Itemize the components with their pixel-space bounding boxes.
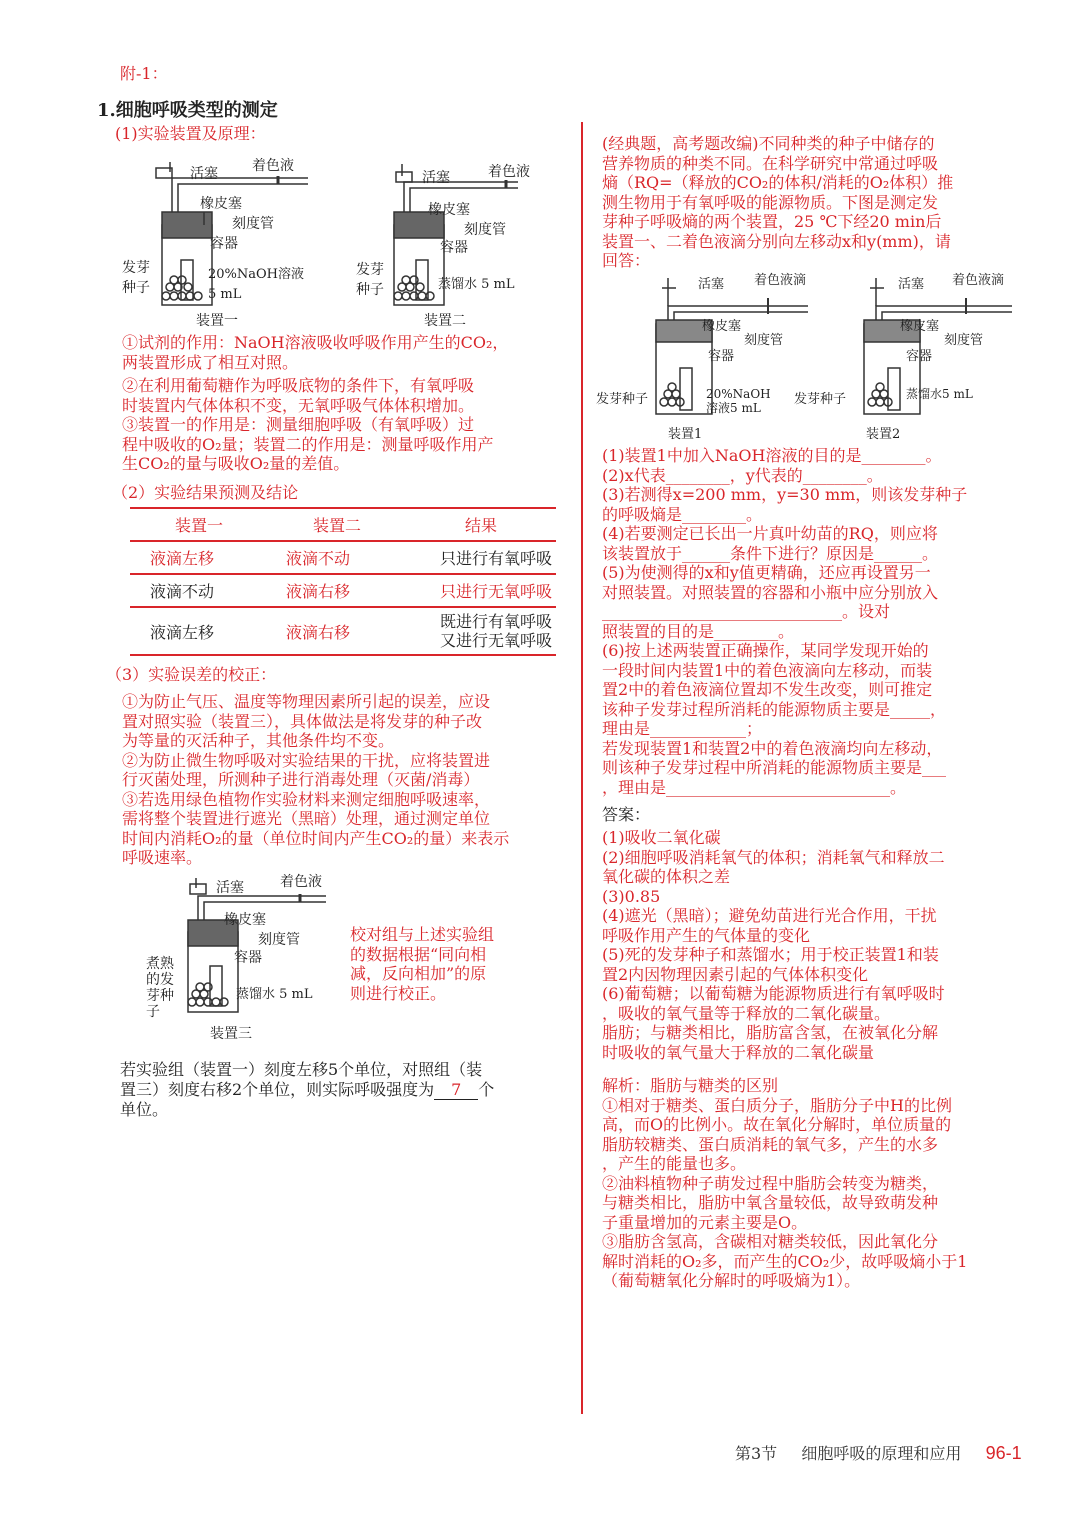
label-stopcock-2: 活塞	[422, 170, 450, 186]
question-line: (4)若要测定已长出一片真叶幼苗的RQ，则应将	[602, 524, 938, 543]
note-line: 的数据根据“同向相	[350, 944, 487, 964]
analysis-line: ③脂肪含氢高，含碳相对糖类较低，因此氧化分	[602, 1232, 939, 1251]
label-container-2: 容器	[440, 240, 468, 256]
calc-answer: 7	[434, 1080, 478, 1101]
principle-2-line-1: ②在利用葡萄糖作为呼吸底物的条件下，有氧呼吸	[122, 376, 475, 395]
principle-1-line-1: ①试剂的作用：NaOH溶液吸收呼吸作用产生的CO₂，	[122, 333, 509, 352]
principle-3-line-3: 生CO₂的量与吸收O₂量的差值。	[122, 454, 350, 473]
correction-1-line-3: 为等量的灭活种子，其他条件均不变。	[122, 731, 395, 750]
table-cell: 只进行无氧呼吸	[406, 574, 556, 607]
question-line: 则该种子发芽过程中所消耗的能源物质主要是___	[602, 758, 947, 777]
label-water-3: 蒸馏水 5 mL	[236, 987, 313, 1002]
label-boiled-2: 的发	[146, 972, 174, 988]
analysis-line: ②油料植物种子萌发过程中脂肪会转变为糖类，	[602, 1173, 939, 1193]
intro-line: 芽种子呼吸熵的两个装置，25 ℃下经20 min后	[602, 212, 942, 231]
label-scale-1: 刻度管	[232, 216, 274, 232]
answers	[602, 828, 1022, 1062]
footer	[735, 1441, 1022, 1464]
question-line: ______________________________。设对	[602, 602, 891, 621]
analysis-line: 子重量增加的元素主要是O。	[602, 1212, 808, 1232]
principle-2-line-2: 时装置内气体体积不变，无氧呼吸气体体积增加。	[122, 395, 475, 415]
question-line: 的呼吸熵是________。	[602, 504, 763, 524]
table-cell: 只进行有氧呼吸	[406, 541, 556, 574]
r-label-stopper-1: 橡皮塞	[702, 319, 742, 334]
note-line: 则进行校正。	[350, 983, 447, 1003]
table-header: 装置二	[268, 508, 406, 541]
answer-line: (1)吸收二氧化碳	[602, 828, 721, 847]
header-tag: 附-1：	[120, 64, 168, 83]
correction-3-line-2: 需将整个装置进行遮光（黑暗）处理，通过测定单位	[122, 809, 491, 828]
r-label-device-1: 装置1	[668, 427, 703, 442]
apparatus-diagram-3	[140, 870, 340, 1045]
label-seeds-1a: 发芽	[122, 260, 150, 276]
r-label-naoh-1b: 溶液5 mL	[706, 401, 761, 415]
answer-line: (5)死的发芽种子和蒸馏水；用于校正装置1和装	[602, 945, 939, 964]
label-seeds-2a: 发芽	[356, 262, 384, 278]
r-label-stopcock-1: 活塞	[698, 277, 725, 292]
label-device-1: 装置一	[196, 313, 238, 329]
note-line: 校对组与上述实验组	[350, 925, 495, 944]
table-cell-line: 又进行无氧呼吸	[439, 631, 552, 650]
section-title: 1.细胞呼吸类型的测定	[97, 100, 278, 121]
label-stopper-2: 橡皮塞	[428, 202, 470, 218]
footer-section: 第3节	[735, 1444, 778, 1463]
answer-line: 置2内因物理因素引起的气体体积变化	[602, 964, 869, 984]
analysis-line: 高，而O的比例小。故在氧化分解时，单位质量的	[602, 1115, 952, 1134]
analysis-line: ①相对于糖类、蛋白质分子，脂肪分子中H的比例	[602, 1095, 952, 1115]
label-stopcock-3: 活塞	[216, 880, 244, 896]
calc-line: 若实验组（装置一）刻度左移5个单位，对照组（装	[120, 1060, 483, 1079]
label-dye-2: 着色液	[488, 164, 530, 180]
intro-line: (经典题，高考题改编)不同种类的种子中储存的	[602, 134, 935, 153]
question-line: 照装置的目的是________。	[602, 621, 795, 641]
analysis-line: （葡萄糖氧化分解时的呼吸熵为1）。	[602, 1271, 861, 1290]
correction-2-line-1: ②为防止微生物呼吸对实验结果的干扰，应将装置进	[122, 750, 491, 770]
r-label-seeds-1: 发芽种子	[596, 392, 649, 407]
page-number: 96-1	[985, 1443, 1022, 1463]
question-line: (3)若测得x=200 mm，y=30 mm，则该发芽种子	[602, 485, 968, 504]
label-container-3: 容器	[234, 950, 262, 966]
label-scale-2: 刻度管	[464, 222, 506, 238]
answer-line: (3)0.85	[602, 886, 661, 906]
table-cell-line: 既进行有氧呼吸	[439, 612, 552, 631]
principle-3-line-2: 程中吸收的O₂量；装置二的作用是：测量呼吸作用产	[122, 434, 494, 454]
answer-line: 时吸收的氧气量大于释放的二氧化碳量	[602, 1042, 875, 1062]
label-dye-3: 着色液	[280, 874, 322, 890]
answer-line: 呼吸作用产生的气体量的变化	[602, 925, 811, 945]
label-device-2: 装置二	[424, 313, 466, 329]
label-naoh-1b: 5 mL	[208, 287, 242, 302]
label-boiled-4: 子	[146, 1004, 160, 1020]
question-line: 该装置放于______条件下进行？原因是______。	[602, 543, 939, 563]
label-naoh-1a: 20%NaOH溶液	[208, 267, 305, 282]
table-cell: 液滴左移	[130, 607, 268, 655]
correction-1-line-2: 置对照实验（装置三），具体做法是将发芽的种子改	[122, 711, 483, 731]
r-label-container-2: 容器	[906, 349, 933, 364]
r-label-naoh-1a: 20%NaOH	[706, 387, 771, 401]
subsection-3: （3）实验误差的校正：	[106, 665, 277, 684]
intro-line: 测生物用于有氧呼吸的能源物质。下图是测定发	[602, 192, 939, 212]
answer-line: 氧化碳的体积之差	[602, 867, 731, 886]
label-boiled-1: 煮熟	[146, 956, 174, 972]
label-boiled-3: 芽种	[146, 988, 174, 1004]
note-line: 减，反向相加”的原	[350, 964, 487, 983]
label-stopper-3: 橡皮塞	[224, 912, 266, 928]
question-line: ，理由是____________________________。	[602, 777, 907, 797]
questions	[602, 446, 1022, 797]
answer-title: 答案：	[602, 805, 651, 824]
footer-title: 细胞呼吸的原理和应用	[801, 1444, 962, 1463]
label-device-3: 装置三	[210, 1026, 252, 1042]
result-table	[130, 507, 556, 656]
question-line: (6)按上述两装置正确操作，某同学发现开始的	[602, 641, 929, 660]
label-seeds-1b: 种子	[122, 280, 150, 296]
column-divider	[581, 122, 583, 1414]
principle-paragraphs	[122, 333, 562, 474]
apparatus-diagram-1-2	[118, 150, 558, 332]
answer-line: 脂肪；与糖类相比，脂肪富含氢，在被氧化分解	[602, 1023, 939, 1042]
correction-3-line-4: 呼吸速率。	[122, 848, 203, 867]
table-cell: 液滴不动	[268, 541, 406, 574]
corrections	[122, 692, 562, 868]
label-scale-3: 刻度管	[258, 932, 300, 948]
subsection-1: (1)实验装置及原理：	[115, 124, 266, 143]
label-water-2: 蒸馏水 5 mL	[438, 277, 515, 292]
r-label-dye-1: 着色液滴	[754, 273, 807, 288]
intro-line: 营养物质的种类不同。在科学研究中常通过呼吸	[602, 153, 939, 173]
table-cell: 液滴不动	[130, 574, 268, 607]
answer-line: (6)葡萄糖；以葡萄糖为能源物质进行有氧呼吸时	[602, 984, 945, 1003]
analysis-line: 解析：脂肪与糖类的区别	[602, 1076, 779, 1095]
label-container-1: 容器	[210, 236, 238, 252]
question-line: 理由是____________；	[602, 719, 763, 738]
analysis-line: 解时消耗的O₂多，而产生的CO₂少，故呼吸熵小于1	[602, 1251, 968, 1271]
calc-line: 置三）刻度右移2个单位，则实际呼吸强度为	[120, 1079, 435, 1099]
table-row	[130, 607, 556, 655]
calc-line: 单位。	[120, 1100, 169, 1119]
r-label-dye-2: 着色液滴	[952, 273, 1005, 288]
question-intro	[602, 134, 1022, 271]
answer-line: (2)细胞呼吸消耗氧气的体积；消耗氧气和释放二	[602, 847, 945, 867]
question-line: 一段时间内装置1中的着色液滴向左移动，而装	[602, 660, 933, 680]
question-line: (1)装置1中加入NaOH溶液的目的是________。	[602, 446, 942, 465]
question-line: (5)为使测得的x和y值更精确，还应再设置另一	[602, 563, 931, 582]
subsection-2: （2）实验结果预测及结论	[112, 483, 299, 502]
label-stopper-1: 橡皮塞	[200, 196, 242, 212]
question-line: 对照装置。对照装置的容器和小瓶中应分别放入	[602, 582, 939, 602]
intro-line: 回答：	[602, 251, 651, 270]
table-cell: 液滴右移	[268, 607, 406, 655]
calculation-text	[120, 1060, 565, 1120]
apparatus-diagram-right	[594, 268, 1014, 444]
table-cell: 液滴左移	[130, 541, 268, 574]
correction-3-line-1: ③若选用绿色植物作实验材料来测定细胞呼吸速率，	[122, 789, 491, 809]
r-label-stopper-2: 橡皮塞	[900, 319, 940, 334]
question-line: (2)x代表________，y代表的________。	[602, 465, 883, 485]
table-cell: 液滴右移	[268, 574, 406, 607]
analysis-line: 与糖类相比，脂肪中氧含量较低，故导致萌发种	[602, 1193, 939, 1212]
r-label-stopcock-2: 活塞	[898, 277, 925, 292]
r-label-seeds-2: 发芽种子	[794, 392, 847, 407]
correction-1-line-1: ①为防止气压、温度等物理因素所引起的误差，应设	[122, 692, 491, 711]
table-header: 结果	[406, 508, 556, 541]
intro-line: 装置一、二着色液滴分别向左移动x和y(mm)，请	[602, 231, 951, 251]
r-label-scale-2: 刻度管	[944, 333, 984, 348]
r-label-water-2: 蒸馏水5 mL	[906, 387, 973, 401]
correction-2-line-2: 行灭菌处理，所测种子进行消毒处理（灭菌/消毒）	[122, 770, 480, 789]
question-line: 若发现装置1和装置2中的着色液滴均向左移动，	[602, 738, 943, 758]
principle-3-line-1: ③装置一的作用是：测量细胞呼吸（有氧呼吸）过	[122, 415, 475, 434]
analysis-line: ，产生的能量也多。	[602, 1154, 747, 1173]
answer-line: (4)遮光（黑暗）；避免幼苗进行光合作用，干扰	[602, 906, 937, 925]
analysis	[602, 1076, 1022, 1291]
table-row	[130, 574, 556, 607]
table-row	[130, 541, 556, 574]
r-label-container-1: 容器	[708, 349, 735, 364]
analysis-line: 脂肪较糖类、蛋白质消耗的氧气多，产生的水多	[602, 1134, 939, 1154]
label-dye-1: 着色液	[252, 158, 294, 174]
table-header: 装置一	[130, 508, 268, 541]
r-label-device-2: 装置2	[866, 427, 901, 442]
correction-3-line-3: 时间内消耗O₂的量（单位时间内产生CO₂的量）来表示	[122, 828, 510, 848]
question-line: 该种子发芽过程所消耗的能源物质主要是_____，	[602, 699, 947, 719]
calc-line: 个	[478, 1079, 495, 1099]
principle-1-line-2: 两装置形成了相互对照。	[122, 352, 299, 372]
intro-line: 熵（RQ=（释放的CO₂的体积/消耗的O₂体积）推	[602, 173, 954, 192]
answer-line: ，吸收的氧气量等于释放的二氧化碳量。	[602, 1003, 891, 1023]
label-seeds-2b: 种子	[356, 282, 384, 298]
calibration-note	[350, 925, 530, 1003]
label-stopcock-1: 活塞	[190, 166, 218, 182]
r-label-scale-1: 刻度管	[744, 333, 784, 348]
question-line: 置2中的着色液滴位置却不发生改变，则可推定	[602, 680, 933, 699]
